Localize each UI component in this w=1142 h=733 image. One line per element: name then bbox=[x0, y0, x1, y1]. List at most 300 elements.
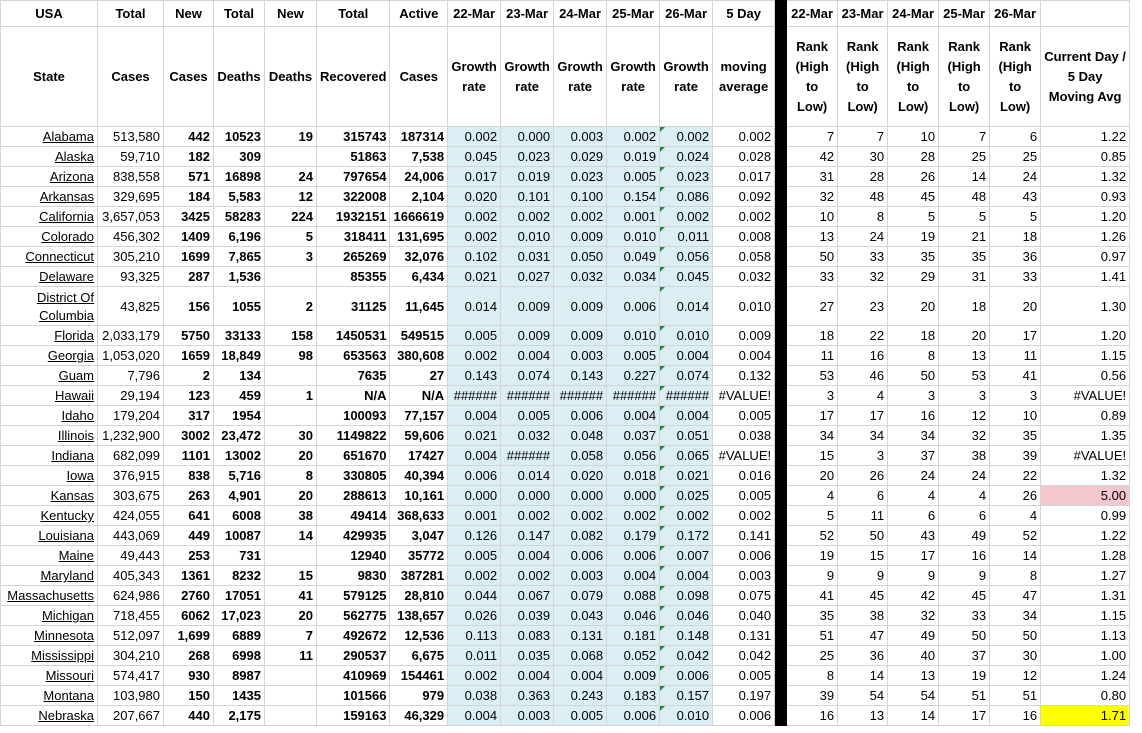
active-cases-cell[interactable]: 35772 bbox=[390, 546, 448, 566]
rank-cell[interactable]: 26 bbox=[990, 486, 1041, 506]
growth-rate-cell[interactable]: 0.154 bbox=[607, 187, 660, 207]
new-deaths-cell[interactable]: 20 bbox=[265, 486, 317, 506]
growth-rate-cell[interactable]: 0.004 bbox=[501, 346, 554, 366]
current-day-ratio-cell[interactable]: 1.30 bbox=[1041, 287, 1130, 326]
moving-average-cell[interactable]: 0.006 bbox=[713, 546, 775, 566]
rank-cell[interactable]: 18 bbox=[990, 227, 1041, 247]
rank-cell[interactable]: 4 bbox=[888, 486, 939, 506]
state-link[interactable]: Mississippi bbox=[1, 646, 98, 666]
rank-cell[interactable]: 34 bbox=[838, 426, 888, 446]
new-deaths-cell[interactable]: 11 bbox=[265, 646, 317, 666]
growth-rate-cell[interactable]: 0.017 bbox=[448, 167, 501, 187]
new-deaths-cell[interactable]: 5 bbox=[265, 227, 317, 247]
total-recovered-cell[interactable]: 315743 bbox=[317, 127, 390, 147]
growth-rate-cell[interactable]: 0.027 bbox=[501, 267, 554, 287]
growth-rate-cell[interactable]: 0.010 bbox=[607, 227, 660, 247]
growth-rate-cell[interactable]: 0.006 bbox=[660, 666, 713, 686]
current-day-ratio-cell[interactable]: 1.22 bbox=[1041, 526, 1130, 546]
rank-cell[interactable]: 40 bbox=[888, 646, 939, 666]
moving-average-cell[interactable]: 0.040 bbox=[713, 606, 775, 626]
total-deaths-cell[interactable]: 1055 bbox=[214, 287, 265, 326]
rank-cell[interactable]: 52 bbox=[787, 526, 838, 546]
rank-cell[interactable]: 12 bbox=[939, 406, 990, 426]
rank-cell[interactable]: 25 bbox=[990, 147, 1041, 167]
growth-rate-cell[interactable]: 0.009 bbox=[554, 227, 607, 247]
current-day-ratio-cell[interactable]: 1.13 bbox=[1041, 626, 1130, 646]
current-day-ratio-cell[interactable]: 0.85 bbox=[1041, 147, 1130, 167]
column-header[interactable]: Current Day / 5 Day Moving Avg bbox=[1041, 27, 1130, 127]
growth-rate-cell[interactable]: 0.098 bbox=[660, 586, 713, 606]
column-header[interactable]: Growth rate bbox=[448, 27, 501, 127]
rank-cell[interactable]: 33 bbox=[939, 606, 990, 626]
column-header[interactable]: Growth rate bbox=[554, 27, 607, 127]
total-cases-cell[interactable]: 682,099 bbox=[98, 446, 164, 466]
current-day-ratio-cell[interactable]: 0.93 bbox=[1041, 187, 1130, 207]
rank-cell[interactable]: 6 bbox=[888, 506, 939, 526]
current-day-ratio-cell[interactable]: 1.28 bbox=[1041, 546, 1130, 566]
rank-cell[interactable]: 29 bbox=[888, 267, 939, 287]
active-cases-cell[interactable]: 32,076 bbox=[390, 247, 448, 267]
column-header[interactable]: 22-Mar bbox=[448, 1, 501, 27]
new-deaths-cell[interactable]: 24 bbox=[265, 167, 317, 187]
growth-rate-cell[interactable]: 0.014 bbox=[501, 466, 554, 486]
rank-cell[interactable]: 32 bbox=[888, 606, 939, 626]
growth-rate-cell[interactable]: 0.179 bbox=[607, 526, 660, 546]
total-recovered-cell[interactable]: 410969 bbox=[317, 666, 390, 686]
growth-rate-cell[interactable]: 0.143 bbox=[554, 366, 607, 386]
total-deaths-cell[interactable]: 309 bbox=[214, 147, 265, 167]
state-link[interactable]: Montana bbox=[1, 686, 98, 706]
growth-rate-cell[interactable]: 0.046 bbox=[607, 606, 660, 626]
growth-rate-cell[interactable]: ###### bbox=[501, 446, 554, 466]
state-link[interactable]: District Of Columbia bbox=[1, 287, 98, 326]
rank-cell[interactable]: 38 bbox=[939, 446, 990, 466]
rank-cell[interactable]: 31 bbox=[939, 267, 990, 287]
new-deaths-cell[interactable]: 8 bbox=[265, 466, 317, 486]
state-link[interactable]: Florida bbox=[1, 326, 98, 346]
growth-rate-cell[interactable]: 0.157 bbox=[660, 686, 713, 706]
rank-cell[interactable]: 51 bbox=[990, 686, 1041, 706]
growth-rate-cell[interactable]: 0.009 bbox=[501, 326, 554, 346]
current-day-ratio-cell[interactable]: 1.35 bbox=[1041, 426, 1130, 446]
total-deaths-cell[interactable]: 10523 bbox=[214, 127, 265, 147]
active-cases-cell[interactable]: 27 bbox=[390, 366, 448, 386]
total-recovered-cell[interactable]: 31125 bbox=[317, 287, 390, 326]
total-cases-cell[interactable]: 103,980 bbox=[98, 686, 164, 706]
column-header[interactable]: Rank (High to Low) bbox=[990, 27, 1041, 127]
growth-rate-cell[interactable]: 0.006 bbox=[607, 546, 660, 566]
total-deaths-cell[interactable]: 459 bbox=[214, 386, 265, 406]
state-link[interactable]: Alaska bbox=[1, 147, 98, 167]
total-deaths-cell[interactable]: 18,849 bbox=[214, 346, 265, 366]
state-link[interactable]: Nebraska bbox=[1, 706, 98, 726]
total-deaths-cell[interactable]: 6889 bbox=[214, 626, 265, 646]
rank-cell[interactable]: 35 bbox=[939, 247, 990, 267]
total-deaths-cell[interactable]: 2,175 bbox=[214, 706, 265, 726]
total-deaths-cell[interactable]: 1435 bbox=[214, 686, 265, 706]
active-cases-cell[interactable]: N/A bbox=[390, 386, 448, 406]
total-recovered-cell[interactable]: 100093 bbox=[317, 406, 390, 426]
current-day-ratio-cell[interactable]: 1.32 bbox=[1041, 167, 1130, 187]
growth-rate-cell[interactable]: 0.014 bbox=[448, 287, 501, 326]
total-cases-cell[interactable]: 305,210 bbox=[98, 247, 164, 267]
rank-cell[interactable]: 8 bbox=[838, 207, 888, 227]
rank-cell[interactable]: 37 bbox=[888, 446, 939, 466]
total-deaths-cell[interactable]: 6008 bbox=[214, 506, 265, 526]
new-deaths-cell[interactable] bbox=[265, 366, 317, 386]
growth-rate-cell[interactable]: 0.020 bbox=[554, 466, 607, 486]
growth-rate-cell[interactable]: 0.003 bbox=[501, 706, 554, 726]
growth-rate-cell[interactable]: 0.021 bbox=[660, 466, 713, 486]
rank-cell[interactable]: 13 bbox=[787, 227, 838, 247]
moving-average-cell[interactable]: 0.028 bbox=[713, 147, 775, 167]
moving-average-cell[interactable]: 0.002 bbox=[713, 207, 775, 227]
total-deaths-cell[interactable]: 17,023 bbox=[214, 606, 265, 626]
state-link[interactable]: Kansas bbox=[1, 486, 98, 506]
total-deaths-cell[interactable]: 731 bbox=[214, 546, 265, 566]
column-header[interactable]: 26-Mar bbox=[660, 1, 713, 27]
rank-cell[interactable]: 39 bbox=[787, 686, 838, 706]
growth-rate-cell[interactable]: 0.048 bbox=[554, 426, 607, 446]
growth-rate-cell[interactable]: 0.147 bbox=[501, 526, 554, 546]
moving-average-cell[interactable]: 0.003 bbox=[713, 566, 775, 586]
growth-rate-cell[interactable]: 0.003 bbox=[554, 346, 607, 366]
active-cases-cell[interactable]: 11,645 bbox=[390, 287, 448, 326]
rank-cell[interactable]: 35 bbox=[787, 606, 838, 626]
current-day-ratio-cell[interactable]: 1.71 bbox=[1041, 706, 1130, 726]
column-header[interactable]: 25-Mar bbox=[939, 1, 990, 27]
growth-rate-cell[interactable]: 0.023 bbox=[660, 167, 713, 187]
rank-cell[interactable]: 24 bbox=[838, 227, 888, 247]
active-cases-cell[interactable]: 12,536 bbox=[390, 626, 448, 646]
moving-average-cell[interactable]: 0.002 bbox=[713, 127, 775, 147]
growth-rate-cell[interactable]: 0.079 bbox=[554, 586, 607, 606]
rank-cell[interactable]: 8 bbox=[990, 566, 1041, 586]
rank-cell[interactable]: 10 bbox=[888, 127, 939, 147]
growth-rate-cell[interactable]: 0.005 bbox=[448, 546, 501, 566]
rank-cell[interactable]: 43 bbox=[888, 526, 939, 546]
growth-rate-cell[interactable]: 0.011 bbox=[660, 227, 713, 247]
moving-average-cell[interactable]: 0.008 bbox=[713, 227, 775, 247]
growth-rate-cell[interactable]: 0.037 bbox=[607, 426, 660, 446]
rank-cell[interactable]: 36 bbox=[838, 646, 888, 666]
column-header[interactable]: Total bbox=[317, 1, 390, 27]
rank-cell[interactable]: 13 bbox=[939, 346, 990, 366]
active-cases-cell[interactable]: 138,657 bbox=[390, 606, 448, 626]
state-link[interactable]: Idaho bbox=[1, 406, 98, 426]
growth-rate-cell[interactable]: 0.010 bbox=[660, 706, 713, 726]
rank-cell[interactable]: 9 bbox=[838, 566, 888, 586]
moving-average-cell[interactable]: 0.092 bbox=[713, 187, 775, 207]
growth-rate-cell[interactable]: 0.088 bbox=[607, 586, 660, 606]
rank-cell[interactable]: 47 bbox=[838, 626, 888, 646]
growth-rate-cell[interactable]: 0.002 bbox=[501, 207, 554, 227]
growth-rate-cell[interactable]: 0.002 bbox=[448, 227, 501, 247]
new-cases-cell[interactable]: 1659 bbox=[164, 346, 214, 366]
total-cases-cell[interactable]: 624,986 bbox=[98, 586, 164, 606]
growth-rate-cell[interactable]: 0.025 bbox=[660, 486, 713, 506]
column-header[interactable]: Growth rate bbox=[607, 27, 660, 127]
growth-rate-cell[interactable]: ###### bbox=[660, 386, 713, 406]
growth-rate-cell[interactable]: 0.011 bbox=[448, 646, 501, 666]
column-header[interactable]: Recovered bbox=[317, 27, 390, 127]
active-cases-cell[interactable]: 3,047 bbox=[390, 526, 448, 546]
growth-rate-cell[interactable]: 0.004 bbox=[660, 346, 713, 366]
rank-cell[interactable]: 54 bbox=[888, 686, 939, 706]
growth-rate-cell[interactable]: 0.006 bbox=[554, 546, 607, 566]
new-deaths-cell[interactable]: 12 bbox=[265, 187, 317, 207]
growth-rate-cell[interactable]: 0.050 bbox=[554, 247, 607, 267]
growth-rate-cell[interactable]: 0.083 bbox=[501, 626, 554, 646]
moving-average-cell[interactable]: 0.075 bbox=[713, 586, 775, 606]
rank-cell[interactable]: 7 bbox=[939, 127, 990, 147]
rank-cell[interactable]: 15 bbox=[838, 546, 888, 566]
total-recovered-cell[interactable]: 579125 bbox=[317, 586, 390, 606]
growth-rate-cell[interactable]: 0.000 bbox=[554, 486, 607, 506]
active-cases-cell[interactable]: 549515 bbox=[390, 326, 448, 346]
growth-rate-cell[interactable]: 0.001 bbox=[448, 506, 501, 526]
active-cases-cell[interactable]: 979 bbox=[390, 686, 448, 706]
total-recovered-cell[interactable]: 7635 bbox=[317, 366, 390, 386]
new-deaths-cell[interactable]: 224 bbox=[265, 207, 317, 227]
growth-rate-cell[interactable]: 0.067 bbox=[501, 586, 554, 606]
new-deaths-cell[interactable]: 7 bbox=[265, 626, 317, 646]
state-link[interactable]: Indiana bbox=[1, 446, 98, 466]
new-deaths-cell[interactable]: 41 bbox=[265, 586, 317, 606]
total-cases-cell[interactable]: 512,097 bbox=[98, 626, 164, 646]
rank-cell[interactable]: 50 bbox=[888, 366, 939, 386]
state-link[interactable]: Massachusetts bbox=[1, 586, 98, 606]
rank-cell[interactable]: 35 bbox=[990, 426, 1041, 446]
current-day-ratio-cell[interactable]: 1.24 bbox=[1041, 666, 1130, 686]
rank-cell[interactable]: 14 bbox=[990, 546, 1041, 566]
rank-cell[interactable]: 50 bbox=[787, 247, 838, 267]
rank-cell[interactable]: 13 bbox=[838, 706, 888, 726]
rank-cell[interactable]: 9 bbox=[787, 566, 838, 586]
rank-cell[interactable]: 38 bbox=[838, 606, 888, 626]
growth-rate-cell[interactable]: 0.006 bbox=[448, 466, 501, 486]
total-deaths-cell[interactable]: 6998 bbox=[214, 646, 265, 666]
growth-rate-cell[interactable]: 0.009 bbox=[501, 287, 554, 326]
rank-cell[interactable]: 13 bbox=[888, 666, 939, 686]
column-header[interactable]: Cases bbox=[390, 27, 448, 127]
total-cases-cell[interactable]: 49,443 bbox=[98, 546, 164, 566]
new-cases-cell[interactable]: 287 bbox=[164, 267, 214, 287]
rank-cell[interactable]: 6 bbox=[939, 506, 990, 526]
growth-rate-cell[interactable]: 0.002 bbox=[448, 127, 501, 147]
total-deaths-cell[interactable]: 17051 bbox=[214, 586, 265, 606]
rank-cell[interactable]: 48 bbox=[838, 187, 888, 207]
moving-average-cell[interactable]: 0.006 bbox=[713, 706, 775, 726]
growth-rate-cell[interactable]: 0.019 bbox=[607, 147, 660, 167]
total-cases-cell[interactable]: 93,325 bbox=[98, 267, 164, 287]
active-cases-cell[interactable]: 24,006 bbox=[390, 167, 448, 187]
total-deaths-cell[interactable]: 16898 bbox=[214, 167, 265, 187]
total-cases-cell[interactable]: 376,915 bbox=[98, 466, 164, 486]
growth-rate-cell[interactable]: 0.004 bbox=[660, 406, 713, 426]
active-cases-cell[interactable]: 187314 bbox=[390, 127, 448, 147]
new-cases-cell[interactable]: 182 bbox=[164, 147, 214, 167]
total-recovered-cell[interactable]: 653563 bbox=[317, 346, 390, 366]
state-link[interactable]: Missouri bbox=[1, 666, 98, 686]
rank-cell[interactable]: 11 bbox=[990, 346, 1041, 366]
rank-cell[interactable]: 50 bbox=[939, 626, 990, 646]
growth-rate-cell[interactable]: 0.045 bbox=[660, 267, 713, 287]
rank-cell[interactable]: 53 bbox=[787, 366, 838, 386]
column-header[interactable]: Growth rate bbox=[660, 27, 713, 127]
state-link[interactable]: Hawaii bbox=[1, 386, 98, 406]
column-header[interactable]: Active bbox=[390, 1, 448, 27]
rank-cell[interactable]: 17 bbox=[787, 406, 838, 426]
total-recovered-cell[interactable]: 51863 bbox=[317, 147, 390, 167]
new-cases-cell[interactable]: 150 bbox=[164, 686, 214, 706]
growth-rate-cell[interactable]: 0.051 bbox=[660, 426, 713, 446]
current-day-ratio-cell[interactable]: 1.15 bbox=[1041, 606, 1130, 626]
growth-rate-cell[interactable]: 0.002 bbox=[554, 506, 607, 526]
moving-average-cell[interactable]: 0.004 bbox=[713, 346, 775, 366]
column-header[interactable]: 26-Mar bbox=[990, 1, 1041, 27]
rank-cell[interactable]: 12 bbox=[990, 666, 1041, 686]
total-deaths-cell[interactable]: 13002 bbox=[214, 446, 265, 466]
column-header[interactable]: Deaths bbox=[214, 27, 265, 127]
total-recovered-cell[interactable]: 1450531 bbox=[317, 326, 390, 346]
new-deaths-cell[interactable] bbox=[265, 706, 317, 726]
moving-average-cell[interactable]: 0.042 bbox=[713, 646, 775, 666]
total-recovered-cell[interactable]: 1932151 bbox=[317, 207, 390, 227]
rank-cell[interactable]: 19 bbox=[939, 666, 990, 686]
rank-cell[interactable]: 18 bbox=[787, 326, 838, 346]
growth-rate-cell[interactable]: 0.004 bbox=[448, 706, 501, 726]
rank-cell[interactable]: 34 bbox=[787, 426, 838, 446]
growth-rate-cell[interactable]: 0.002 bbox=[501, 506, 554, 526]
total-cases-cell[interactable]: 207,667 bbox=[98, 706, 164, 726]
rank-cell[interactable]: 27 bbox=[787, 287, 838, 326]
rank-cell[interactable]: 9 bbox=[939, 566, 990, 586]
growth-rate-cell[interactable]: 0.004 bbox=[501, 666, 554, 686]
rank-cell[interactable]: 20 bbox=[990, 287, 1041, 326]
rank-cell[interactable]: 43 bbox=[990, 187, 1041, 207]
current-day-ratio-cell[interactable]: 1.31 bbox=[1041, 586, 1130, 606]
new-deaths-cell[interactable]: 14 bbox=[265, 526, 317, 546]
total-cases-cell[interactable]: 513,580 bbox=[98, 127, 164, 147]
new-deaths-cell[interactable]: 15 bbox=[265, 566, 317, 586]
rank-cell[interactable]: 33 bbox=[787, 267, 838, 287]
growth-rate-cell[interactable]: 0.009 bbox=[607, 666, 660, 686]
growth-rate-cell[interactable]: 0.021 bbox=[448, 426, 501, 446]
new-cases-cell[interactable]: 2 bbox=[164, 366, 214, 386]
current-day-ratio-cell[interactable]: 0.56 bbox=[1041, 366, 1130, 386]
rank-cell[interactable]: 3 bbox=[939, 386, 990, 406]
growth-rate-cell[interactable]: 0.002 bbox=[607, 506, 660, 526]
growth-rate-cell[interactable]: 0.034 bbox=[607, 267, 660, 287]
moving-average-cell[interactable]: 0.038 bbox=[713, 426, 775, 446]
current-day-ratio-cell[interactable]: 1.20 bbox=[1041, 326, 1130, 346]
column-header[interactable]: 22-Mar bbox=[787, 1, 838, 27]
total-cases-cell[interactable]: 1,053,020 bbox=[98, 346, 164, 366]
active-cases-cell[interactable]: 131,695 bbox=[390, 227, 448, 247]
current-day-ratio-cell[interactable]: 0.89 bbox=[1041, 406, 1130, 426]
column-header[interactable]: 23-Mar bbox=[838, 1, 888, 27]
new-deaths-cell[interactable] bbox=[265, 406, 317, 426]
rank-cell[interactable]: 19 bbox=[888, 227, 939, 247]
new-deaths-cell[interactable]: 30 bbox=[265, 426, 317, 446]
rank-cell[interactable]: 32 bbox=[838, 267, 888, 287]
rank-cell[interactable]: 32 bbox=[787, 187, 838, 207]
total-deaths-cell[interactable]: 58283 bbox=[214, 207, 265, 227]
rank-cell[interactable]: 17 bbox=[838, 406, 888, 426]
current-day-ratio-cell[interactable]: 0.99 bbox=[1041, 506, 1130, 526]
new-cases-cell[interactable]: 184 bbox=[164, 187, 214, 207]
moving-average-cell[interactable]: 0.197 bbox=[713, 686, 775, 706]
moving-average-cell[interactable]: 0.141 bbox=[713, 526, 775, 546]
growth-rate-cell[interactable]: 0.044 bbox=[448, 586, 501, 606]
active-cases-cell[interactable]: 17427 bbox=[390, 446, 448, 466]
rank-cell[interactable]: 10 bbox=[990, 406, 1041, 426]
state-link[interactable]: Illinois bbox=[1, 426, 98, 446]
total-recovered-cell[interactable]: 288613 bbox=[317, 486, 390, 506]
moving-average-cell[interactable]: #VALUE! bbox=[713, 446, 775, 466]
rank-cell[interactable]: 24 bbox=[939, 466, 990, 486]
rank-cell[interactable]: 42 bbox=[787, 147, 838, 167]
active-cases-cell[interactable]: 6,675 bbox=[390, 646, 448, 666]
active-cases-cell[interactable]: 387281 bbox=[390, 566, 448, 586]
new-cases-cell[interactable]: 263 bbox=[164, 486, 214, 506]
new-cases-cell[interactable]: 1699 bbox=[164, 247, 214, 267]
column-header[interactable]: Rank (High to Low) bbox=[787, 27, 838, 127]
growth-rate-cell[interactable]: 0.227 bbox=[607, 366, 660, 386]
moving-average-cell[interactable]: 0.017 bbox=[713, 167, 775, 187]
growth-rate-cell[interactable]: 0.113 bbox=[448, 626, 501, 646]
current-day-ratio-cell[interactable]: 1.32 bbox=[1041, 466, 1130, 486]
rank-cell[interactable]: 16 bbox=[939, 546, 990, 566]
rank-cell[interactable]: 30 bbox=[990, 646, 1041, 666]
new-deaths-cell[interactable]: 38 bbox=[265, 506, 317, 526]
active-cases-cell[interactable]: 59,606 bbox=[390, 426, 448, 446]
total-recovered-cell[interactable]: 101566 bbox=[317, 686, 390, 706]
total-cases-cell[interactable]: 179,204 bbox=[98, 406, 164, 426]
rank-cell[interactable]: 5 bbox=[787, 506, 838, 526]
growth-rate-cell[interactable]: 0.006 bbox=[554, 406, 607, 426]
rank-cell[interactable]: 16 bbox=[838, 346, 888, 366]
total-cases-cell[interactable]: 456,302 bbox=[98, 227, 164, 247]
growth-rate-cell[interactable]: 0.046 bbox=[660, 606, 713, 626]
rank-cell[interactable]: 11 bbox=[787, 346, 838, 366]
total-cases-cell[interactable]: 1,232,900 bbox=[98, 426, 164, 446]
total-deaths-cell[interactable]: 8987 bbox=[214, 666, 265, 686]
rank-cell[interactable]: 45 bbox=[838, 586, 888, 606]
growth-rate-cell[interactable]: 0.024 bbox=[660, 147, 713, 167]
total-recovered-cell[interactable]: 1149822 bbox=[317, 426, 390, 446]
rank-cell[interactable]: 4 bbox=[787, 486, 838, 506]
growth-rate-cell[interactable]: 0.126 bbox=[448, 526, 501, 546]
rank-cell[interactable]: 51 bbox=[787, 626, 838, 646]
growth-rate-cell[interactable]: 0.005 bbox=[448, 326, 501, 346]
total-recovered-cell[interactable]: 651670 bbox=[317, 446, 390, 466]
current-day-ratio-cell[interactable]: 0.80 bbox=[1041, 686, 1130, 706]
rank-cell[interactable]: 33 bbox=[838, 247, 888, 267]
growth-rate-cell[interactable]: 0.102 bbox=[448, 247, 501, 267]
new-cases-cell[interactable]: 440 bbox=[164, 706, 214, 726]
rank-cell[interactable]: 45 bbox=[939, 586, 990, 606]
growth-rate-cell[interactable]: 0.002 bbox=[501, 566, 554, 586]
growth-rate-cell[interactable]: 0.100 bbox=[554, 187, 607, 207]
total-recovered-cell[interactable]: 492672 bbox=[317, 626, 390, 646]
column-header[interactable]: Rank (High to Low) bbox=[939, 27, 990, 127]
state-link[interactable]: California bbox=[1, 207, 98, 227]
rank-cell[interactable]: 8 bbox=[888, 346, 939, 366]
total-cases-cell[interactable]: 43,825 bbox=[98, 287, 164, 326]
growth-rate-cell[interactable]: 0.056 bbox=[660, 247, 713, 267]
